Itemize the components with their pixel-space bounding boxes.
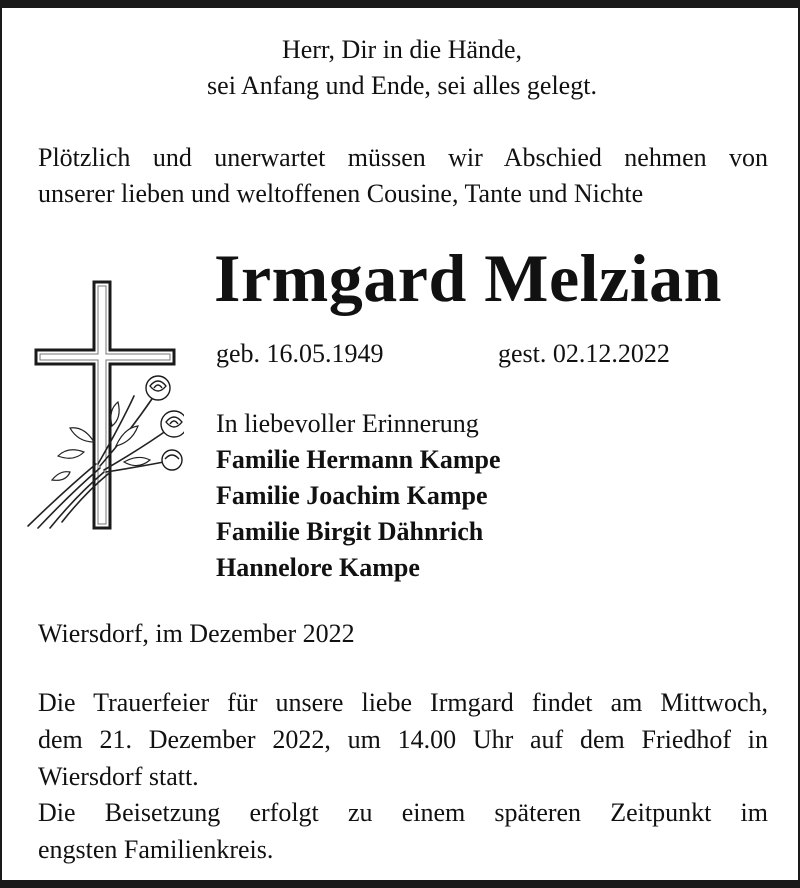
intro-line-1: Plötzlich und unerwartet müssen wir Abschied nehmen von <box>38 143 768 172</box>
deceased-name: Irmgard Melzian <box>214 240 722 316</box>
death-date: gest. 02.12.2022 <box>498 339 670 368</box>
funeral-line-1: Die Trauerfeier für unsere liebe Irmgard findet am Mittwoch, <box>38 688 768 717</box>
intro-line-2: unserer lieben und weltoffenen Cousine, Tante und Nichte <box>38 179 644 208</box>
burial-line-1: Die Beisetzung erfolgt zu einem späteren Zeitpunkt im <box>38 798 768 827</box>
birth-date: geb. 16.05.1949 <box>216 339 384 368</box>
burial-line-2: engsten Familienkreis. <box>38 835 274 864</box>
funeral-line-2: dem 21. Dezember 2022, um 14.00 Uhr auf dem Friedhof in <box>38 725 768 754</box>
funeral-line-3: Wiersdorf statt. <box>38 762 199 791</box>
mourner-family: Familie Joachim Kampe <box>216 481 488 510</box>
cross-with-roses-icon <box>24 276 184 543</box>
funeral-notice <box>38 684 768 795</box>
verse-line-1: Herr, Dir in die Hände, <box>281 35 523 64</box>
verse <box>2 32 800 104</box>
mourners-heading: In liebevoller Erinnerung <box>216 409 479 438</box>
burial-notice <box>38 794 768 868</box>
place-and-date: Wiersdorf, im Dezember 2022 <box>38 619 355 648</box>
mourners-list <box>216 406 501 586</box>
mourner-family: Familie Hermann Kampe <box>216 445 501 474</box>
life-dates <box>216 334 670 374</box>
intro-text <box>38 140 768 212</box>
mourner-family: Hannelore Kampe <box>216 553 420 582</box>
mourner-family: Familie Birgit Dähnrich <box>216 517 484 546</box>
verse-line-2: sei Anfang und Ende, sei alles gelegt. <box>207 71 597 100</box>
